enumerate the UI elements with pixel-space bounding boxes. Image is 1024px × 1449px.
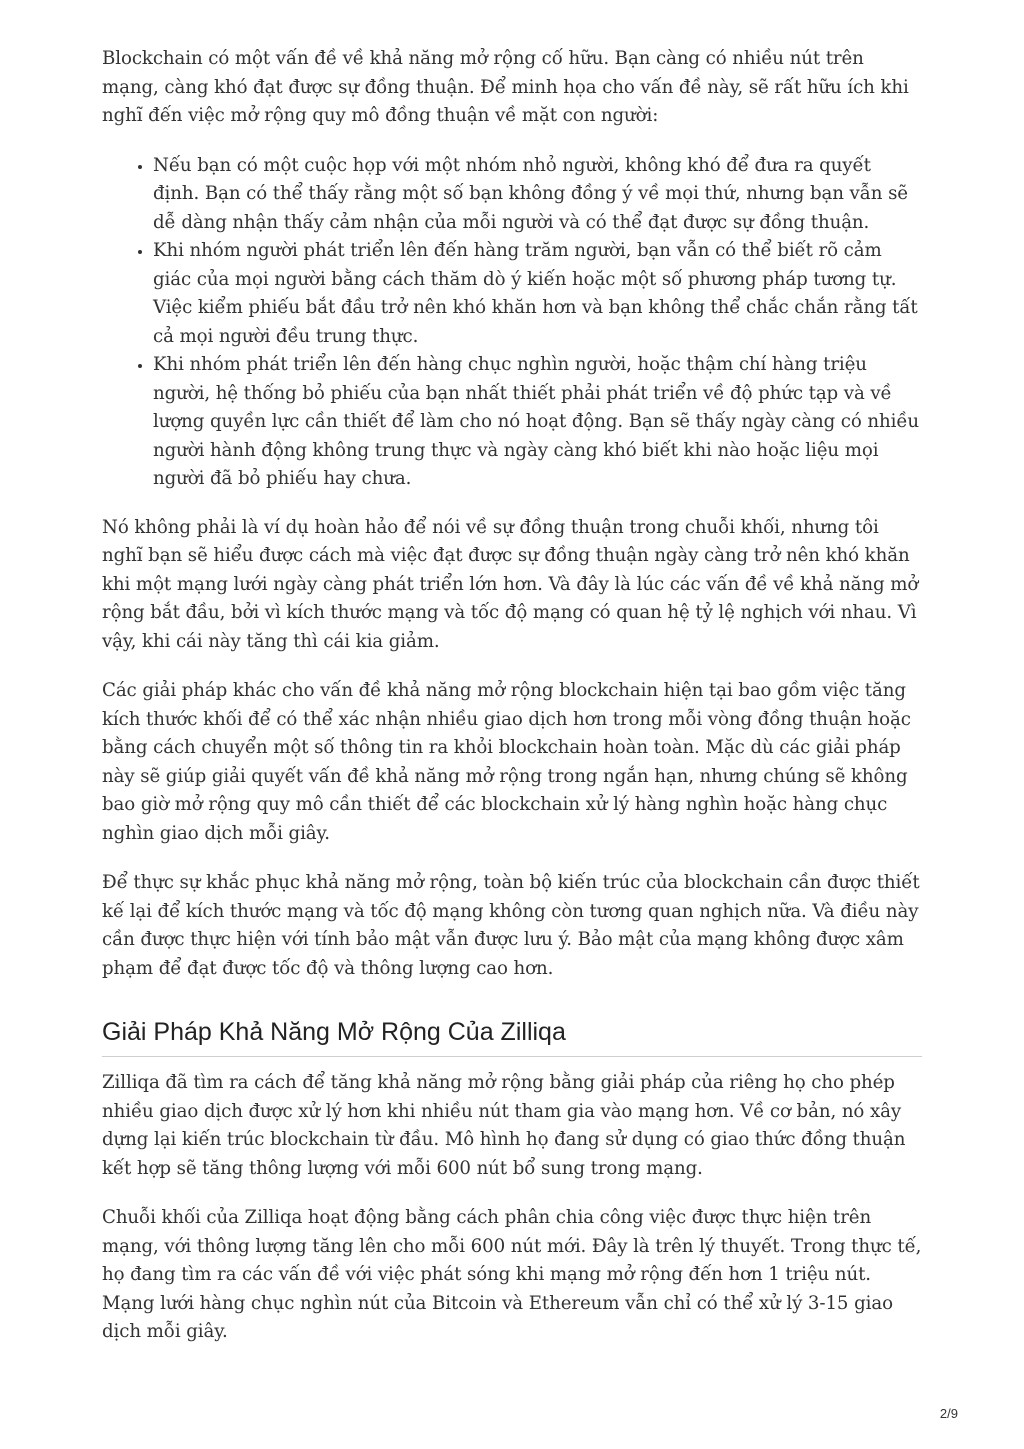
page-number: 2/9 [939,1406,958,1421]
paragraph-intro: Blockchain có một vấn đề về khả năng mở rộng cố hữu. Bạn càng có nhiều nút trên mạng, càng khó đạt được sự đồng thuận. Để minh họa cho vấn đề này, sẽ rất hữu ích khi nghĩ đến việc mở rộng quy mô đồng thuận về mặt con người: [102,48,909,126]
bullet-list [102,152,922,494]
paragraph-architecture: Để thực sự khắc phục khả năng mở rộng, toàn bộ kiến trúc của blockchain cần được thiết kế lại để kích thước mạng và tốc độ mạng không còn tương quan nghịch nữa. Và điều này cần được thực hiện với tính bảo mật vẫn được lưu ý. Bảo mật của mạng không được xâm phạm để đạt được tốc độ và thông lượng cao hơn. [102,872,920,979]
list-item: • Nếu bạn có một cuộc họp với một nhóm nhỏ người, không khó để đưa ra quyết định. Bạn có thể thấy rằng một số bạn không đồng ý về mọi thứ, nhưng bạn vẫn sẽ dễ dàng nhận thấy cảm nhận của mỗi người và có thể đạt được sự đồng thuận. [153,152,922,238]
document-page [102,45,922,1368]
list-item: • Khi nhóm phát triển lên đến hàng chục nghìn người, hoặc thậm chí hàng triệu người, hệ thống bỏ phiếu của bạn nhất thiết phải phát triển về độ phức tạp và về lượng quyền lực cần thiết để làm cho nó hoạt động. Bạn sẽ thấy ngày càng có nhiều người hành động không trung thực và ngày càng khó biết khi nào hoặc liệu mọi người đã bỏ phiếu hay chưa. [153,351,922,494]
section-heading: Giải Pháp Khả Năng Mở Rộng Của Zilliqa [102,1017,922,1057]
paragraph-other-solutions: Các giải pháp khác cho vấn đề khả năng mở rộng blockchain hiện tại bao gồm việc tăng kích thước khối để có thể xác nhận nhiều giao dịch hơn trong mỗi vòng đồng thuận hoặc bằng cách chuyển một số thông tin ra khỏi blockchain hoàn toàn. Mặc dù các giải pháp này sẽ giúp giải quyết vấn đề khả năng mở rộng trong ngắn hạn, nhưng chúng sẽ không bao giờ mở rộng quy mô cần thiết để các blockchain xử lý hàng nghìn hoặc hàng chục nghìn giao dịch mỗi giây. [102,680,911,844]
paragraph-zilliqa-sharding: Chuỗi khối của Zilliqa hoạt động bằng cách phân chia công việc được thực hiện trên mạng, với thông lượng tăng lên cho mỗi 600 nút mới. Đây là trên lý thuyết. Trong thực tế, họ đang tìm ra các vấn đề với việc phát sóng khi mạng mở rộng đến hơn 1 triệu nút. Mạng lưới hàng chục nghìn nút của Bitcoin và Ethereum vẫn chỉ có thể xử lý 3-15 giao dịch mỗi giây. [102,1207,922,1342]
paragraph-zilliqa-solution: Zilliqa đã tìm ra cách để tăng khả năng mở rộng bằng giải pháp của riêng họ cho phép nhiều giao dịch được xử lý hơn khi nhiều nút tham gia vào mạng hơn. Về cơ bản, nó xây dựng lại kiến trúc blockchain từ đầu. Mô hình họ đang sử dụng có giao thức đồng thuận kết hợp sẽ tăng thông lượng với mỗi 600 nút bổ sung trong mạng. [102,1072,906,1179]
list-item: • Khi nhóm người phát triển lên đến hàng trăm người, bạn vẫn có thể biết rõ cảm giác của mọi người bằng cách thăm dò ý kiến hoặc một số phương pháp tương tự. Việc kiểm phiếu bắt đầu trở nên khó khăn hơn và bạn không thể chắc chắn rằng tất cả mọi người đều trung thực. [153,237,922,351]
paragraph-consensus: Nó không phải là ví dụ hoàn hảo để nói về sự đồng thuận trong chuỗi khối, nhưng tôi nghĩ bạn sẽ hiểu được cách mà việc đạt được sự đồng thuận ngày càng trở nên khó khăn khi một mạng lưới ngày càng phát triển lớn hơn. Và đây là lúc các vấn đề về khả năng mở rộng bắt đầu, bởi vì kích thước mạng và tốc độ mạng có quan hệ tỷ lệ nghịch với nhau. Vì vậy, khi cái này tăng thì cái kia giảm. [102,516,919,652]
